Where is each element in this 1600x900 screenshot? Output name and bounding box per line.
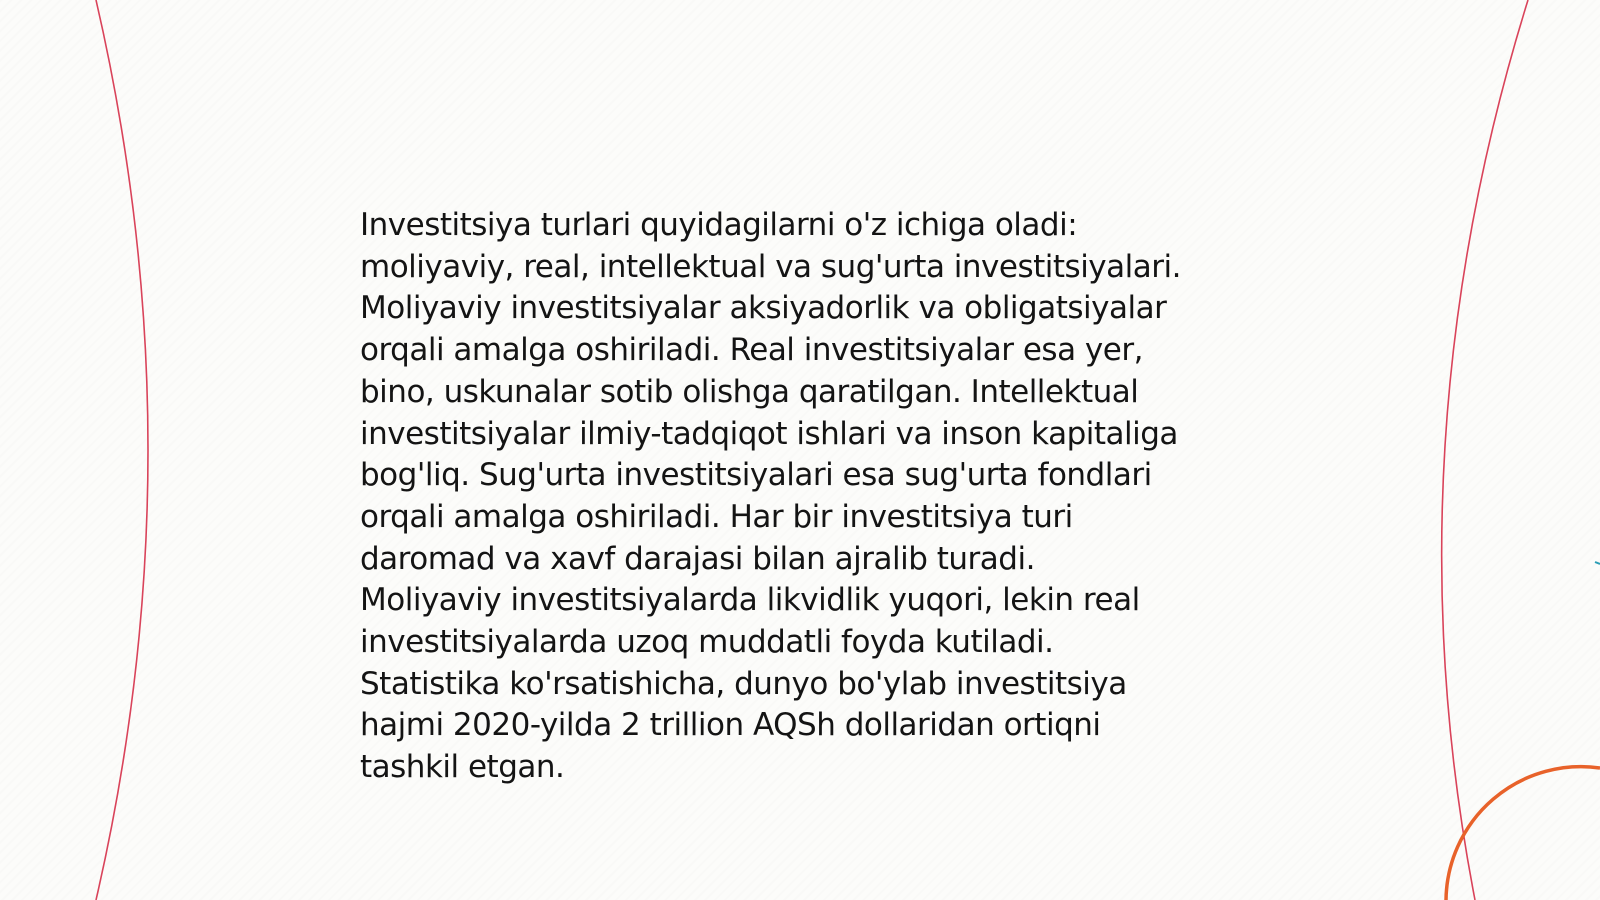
right-curve <box>1442 0 1528 900</box>
left-curve <box>96 0 148 900</box>
teal-tick <box>1595 562 1600 564</box>
slide-body-text: Investitsiya turlari quyidagilarni o'z ichiga oladi: moliyaviy, real, intellektual va sug'urta investitsiyalari. Moliyaviy investitsiyalar aksiyadorlik va obligatsiyalar orqali amalga oshiriladi. Real investitsiyalar esa yer, bino, uskunalar sotib olishga qaratilgan. Intellektual investitsiyalar ilmiy-tadqiqot ishlari va inson kapitaliga bog'liq. Sug'urta investitsiyalari esa sug'urta fondlari orqali amalga oshiriladi. Har bir investitsiya turi daromad va xavf darajasi bilan ajralib turadi. Moliyaviy investitsiyalarda likvidlik yuqori, lekin real investitsiyalarda uzoq muddatli foyda kutiladi. Statistika ko'rsatishicha, dunyo bo'ylab investitsiya hajmi 2020-yilda 2 trillion AQSh dollaridan ortiqni tashkil etgan. <box>360 207 1181 786</box>
orange-arc <box>1446 767 1600 900</box>
